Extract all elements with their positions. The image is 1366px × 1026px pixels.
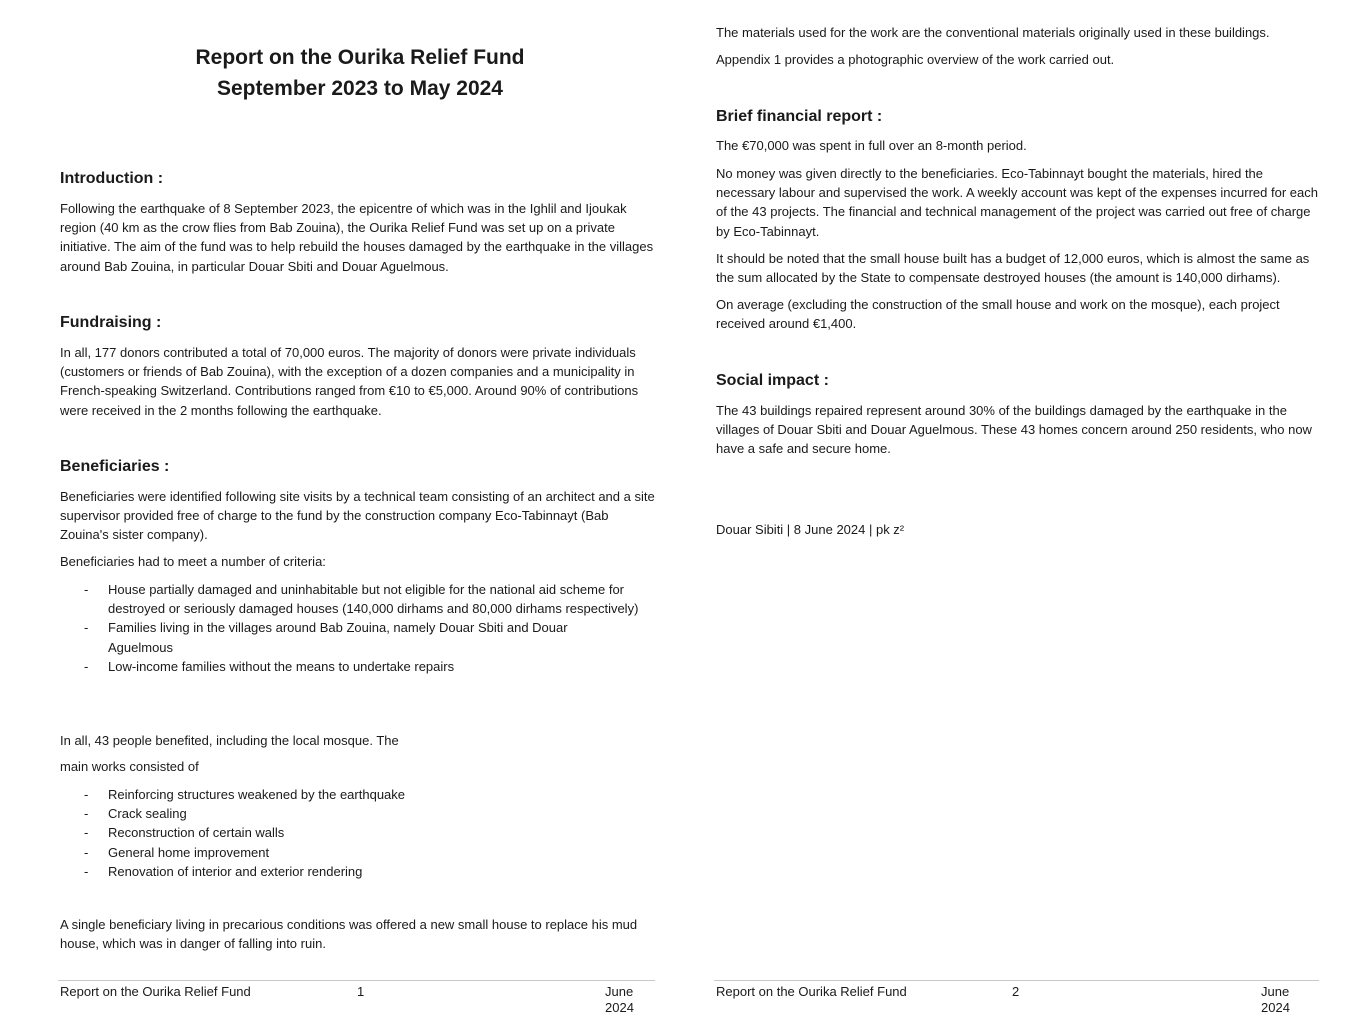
footer-date: June 2024 xyxy=(1261,984,1290,1015)
bullet-dash: - xyxy=(84,787,89,802)
benefited-paragraph: In all, 43 people benefited, including the local mosque. The xyxy=(60,733,399,748)
works-intro: main works consisted of xyxy=(60,759,199,774)
bullet-dash: - xyxy=(84,825,89,841)
social-impact-paragraph: The 43 buildings repaired represent around 30% of the buildings damaged by the earthquake in the villages of Douar Sbiti and Douar Aguelmous. These 43 homes concern around 250 residents, who now have a safe and secure home. xyxy=(716,403,1312,457)
bullet-dash: - xyxy=(84,863,89,879)
materials-paragraph: The materials used for the work are the conventional materials originally used in these buildings. xyxy=(716,25,1270,40)
footer-title: Report on the Ourika Relief Fund xyxy=(716,984,907,999)
bullet-dash: - xyxy=(84,658,89,674)
financial-paragraph-3: It should be noted that the small house built has a budget of 12,000 euros, which is almost the same as the sum allocated by the State to compensate destroyed houses (the amount is 140,000 dirhams). xyxy=(716,251,1310,286)
list-item: - General home improvement xyxy=(60,843,660,862)
financial-paragraph-4: On average (excluding the construction of the small house and work on the mosque), each project received around €1,400. xyxy=(716,297,1280,332)
single-beneficiary-paragraph: A single beneficiary living in precarious conditions was offered a new small house to replace his mud house, which was in danger of falling into ruin. xyxy=(60,917,638,952)
signature-line: Douar Sibiti | 8 June 2024 | pk z² xyxy=(716,522,905,537)
appendix-paragraph: Appendix 1 provides a photographic overview of the work carried out. xyxy=(716,52,1115,67)
bullet-dash: - xyxy=(84,582,89,597)
footer-page-number: 1 xyxy=(357,984,365,999)
beneficiaries-paragraph: Beneficiaries were identified following site visits by a technical team consisting of an architect and a site supervisor provided free of charge to the fund by the construction company Eco-Tabinnayt (Bab Zouina's sister company). xyxy=(60,489,655,543)
fundraising-paragraph: In all, 177 donors contributed a total of 70,000 euros. The majority of donors were private individuals (customers or friends of Bab Zouina), with the exception of a dozen companies and a municipality in French-speaking Switzerland. Contributions ranged from €10 to €5,000. Around 90% of contributions were received in the 2 months following the earthquake. xyxy=(60,345,639,418)
footer-page-number: 2 xyxy=(1012,984,1020,999)
bullet-dash: - xyxy=(84,620,89,636)
list-item: - House partially damaged and uninhabitable but not eligible for the national aid scheme for destroyed or seriously damaged houses (140,000 dirhams and 80,000 dirhams respectively) xyxy=(84,582,639,617)
bullet-dash: - xyxy=(84,844,89,860)
list-item: - Low-income families without the means to undertake repairs xyxy=(60,657,660,676)
title-line-2: September 2023 to May 2024 xyxy=(217,77,503,100)
report-title xyxy=(60,42,660,104)
introduction-heading: Introduction : xyxy=(60,170,164,187)
list-item: - Families living in the villages around Bab Zouina, namely Douar Sbiti and Douar Aguelmous xyxy=(84,620,568,655)
list-item: - Crack sealing xyxy=(60,804,660,823)
criteria-intro: Beneficiaries had to meet a number of criteria: xyxy=(60,554,326,569)
list-item: - Renovation of interior and exterior rendering xyxy=(60,862,660,881)
document-page-2 xyxy=(683,0,1366,1026)
list-item: - Reconstruction of certain walls xyxy=(60,823,660,842)
footer-divider xyxy=(714,980,1319,981)
introduction-paragraph: Following the earthquake of 8 September 2023, the epicentre of which was in the Ighlil and Ijoukak region (40 km as the crow flies from Bab Zouina), the Ourika Relief Fund was set up on a private initiative. The aim of the fund was to help rebuild the houses damaged by the earthquake in the villages around Bab Zouina, in particular Douar Sbiti and Douar Aguelmous. xyxy=(60,201,654,274)
fundraising-heading: Fundraising : xyxy=(60,314,162,331)
financial-report-heading: Brief financial report : xyxy=(716,108,883,125)
financial-paragraph-2: No money was given directly to the beneficiaries. Eco-Tabinnayt bought the materials, hired the necessary labour and supervised the work. A weekly account was kept of the expenses incurred for each of the 43 projects. The financial and technical management of the project was carried out free of charge by Eco-Tabinnayt. xyxy=(716,166,1318,239)
footer-date: June 2024 xyxy=(605,984,634,1015)
list-item: - Reinforcing structures weakened by the earthquake xyxy=(60,785,660,804)
works-list xyxy=(60,785,660,881)
bullet-dash: - xyxy=(84,806,89,822)
title-line-1: Report on the Ourika Relief Fund xyxy=(195,46,525,69)
social-impact-heading: Social impact : xyxy=(716,372,829,389)
footer-divider xyxy=(58,980,655,981)
beneficiaries-heading: Beneficiaries : xyxy=(60,458,170,475)
footer-title: Report on the Ourika Relief Fund xyxy=(60,984,251,999)
criteria-list xyxy=(60,580,660,676)
financial-paragraph-1: The €70,000 was spent in full over an 8-month period. xyxy=(716,138,1027,153)
